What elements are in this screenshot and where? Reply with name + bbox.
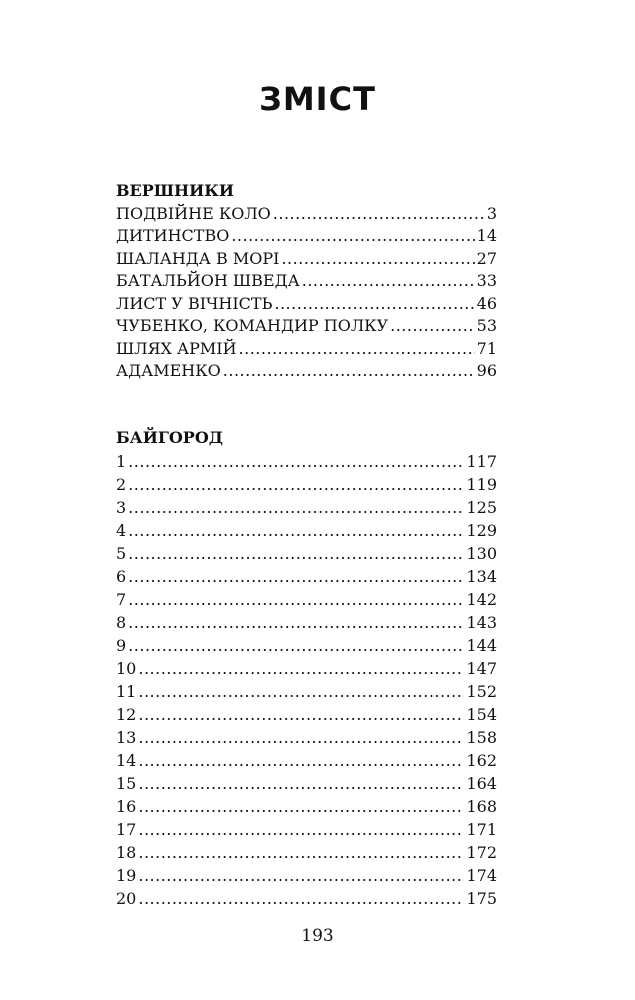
toc-entry-page: 171 <box>466 820 497 840</box>
toc-entry-page: 152 <box>466 681 497 701</box>
dot-leader <box>138 749 464 772</box>
toc-entry-list <box>116 450 497 911</box>
dot-leader <box>128 611 464 634</box>
dot-leader <box>138 772 464 795</box>
toc-entry-page: 14 <box>476 226 497 245</box>
dot-leader <box>128 519 464 542</box>
toc-entry-title: АДАМЕНКО <box>116 361 221 380</box>
toc-entry-page: 33 <box>476 271 497 290</box>
dot-leader <box>239 338 475 361</box>
toc-entry-page: 168 <box>466 797 497 817</box>
toc-entry <box>116 634 497 657</box>
dot-leader <box>138 818 464 841</box>
page-title: ЗМІСТ <box>259 80 376 118</box>
toc-entry <box>116 293 497 316</box>
toc-entry <box>116 864 497 887</box>
toc-entry-title: 20 <box>116 889 137 909</box>
dot-leader <box>138 703 464 726</box>
toc-entry-page: 71 <box>476 338 497 358</box>
toc-entry-title: 13 <box>116 728 137 748</box>
toc-entry-page: 147 <box>466 658 497 678</box>
toc-entry <box>116 680 497 703</box>
toc-entry-title: 18 <box>116 843 137 863</box>
toc-entry-title: ШЛЯХ АРМІЙ <box>116 338 237 358</box>
toc-entry-title: 8 <box>116 612 127 632</box>
toc-entry-title: ШАЛАНДА В МОРІ <box>116 248 280 268</box>
dot-leader <box>128 450 464 473</box>
toc-entry <box>116 749 497 772</box>
toc-entry-title: ЛИСТ У ВІЧНІСТЬ <box>116 293 273 313</box>
toc-entry-title: 15 <box>116 774 137 794</box>
dot-leader <box>223 360 475 383</box>
toc-entry-title: 6 <box>116 566 127 586</box>
page-number: 193 <box>301 926 334 946</box>
toc-entry <box>116 588 497 611</box>
toc-entry-list <box>116 203 497 383</box>
toc-entry-title: ДИТИНСТВО <box>116 226 230 245</box>
toc-entry-title: 17 <box>116 820 137 840</box>
toc-entry <box>116 203 497 226</box>
toc-entry-title: ПОДВІЙНЕ КОЛО <box>116 203 271 223</box>
toc-entry <box>116 496 497 519</box>
toc-entry <box>116 315 497 338</box>
toc-entry <box>116 360 497 383</box>
toc-entry-page: 27 <box>476 248 497 268</box>
toc-entry-title: 12 <box>116 705 137 725</box>
toc-entry <box>116 450 497 473</box>
dot-leader <box>138 795 464 818</box>
dot-leader <box>138 841 464 864</box>
toc-entry <box>116 565 497 588</box>
dot-leader <box>128 565 464 588</box>
dot-leader <box>128 542 464 565</box>
toc-entry-title: ЧУБЕНКО, КОМАНДИР ПОЛКУ <box>116 316 389 335</box>
dot-leader <box>128 634 464 657</box>
toc-entry-page: 142 <box>466 589 497 609</box>
dot-leader <box>231 225 474 248</box>
toc-entry-page: 117 <box>466 451 497 471</box>
dot-leader <box>274 293 474 316</box>
toc-entry-page: 125 <box>466 497 497 517</box>
toc-entry <box>116 519 497 542</box>
toc-entry <box>116 248 497 271</box>
toc-entry-title: 10 <box>116 658 137 678</box>
toc-entry-title: 9 <box>116 635 127 655</box>
toc-entry <box>116 270 497 293</box>
toc-entry-page: 158 <box>466 728 497 748</box>
toc-entry-title: 3 <box>116 497 127 517</box>
dot-leader <box>138 726 464 749</box>
dot-leader <box>128 473 464 496</box>
toc-entry-page: 130 <box>466 543 497 563</box>
toc-entry-page: 175 <box>466 889 497 909</box>
dot-leader <box>281 248 474 271</box>
toc-section-baihorod <box>116 427 497 910</box>
toc-entry <box>116 611 497 634</box>
toc-entry-page: 154 <box>466 705 497 725</box>
dot-leader <box>138 864 464 887</box>
toc-entry <box>116 657 497 680</box>
toc-entry-page: 134 <box>466 566 497 586</box>
dot-leader <box>138 680 464 703</box>
toc-entry-page: 174 <box>466 866 497 886</box>
toc-entry-title: 2 <box>116 474 127 494</box>
toc-entry-title: 7 <box>116 589 127 609</box>
toc-entry-page: 143 <box>466 612 497 632</box>
dot-leader <box>138 887 464 910</box>
toc-entry <box>116 818 497 841</box>
dot-leader <box>128 496 464 519</box>
toc-entry <box>116 703 497 726</box>
dot-leader <box>138 657 464 680</box>
toc-entry <box>116 795 497 818</box>
toc-entry-page: 129 <box>466 520 497 540</box>
toc-entry-page: 3 <box>486 203 497 223</box>
toc-entry-title: 19 <box>116 866 137 886</box>
toc-entry-page: 164 <box>466 774 497 794</box>
toc-entry <box>116 338 497 361</box>
toc-entry-title: 5 <box>116 543 127 563</box>
toc-entry-page: 46 <box>476 293 497 313</box>
toc-entry-page: 144 <box>466 635 497 655</box>
toc-entry-title: БАТАЛЬЙОН ШВЕДА <box>116 271 300 290</box>
toc-entry <box>116 887 497 910</box>
toc-entry-page: 119 <box>466 474 497 494</box>
dot-leader <box>128 588 464 611</box>
toc-entry <box>116 542 497 565</box>
toc-entry-title: 16 <box>116 797 137 817</box>
toc-entry <box>116 772 497 795</box>
toc-entry <box>116 473 497 496</box>
toc-entry-title: 14 <box>116 751 137 771</box>
section-heading: ВЕРШНИКИ <box>116 181 234 200</box>
toc-section-vershnyky <box>116 180 497 383</box>
dot-leader <box>390 315 475 338</box>
dot-leader <box>302 270 475 293</box>
toc-entry-title: 4 <box>116 520 127 540</box>
toc-entry-page: 53 <box>476 316 497 335</box>
section-heading: БАЙГОРОД <box>116 428 223 447</box>
toc-entry-title: 11 <box>116 681 137 701</box>
toc-entry-page: 96 <box>476 361 497 380</box>
toc-entry <box>116 225 497 248</box>
toc-entry-title: 1 <box>116 451 127 471</box>
toc-entry-page: 162 <box>466 751 497 771</box>
toc-entry <box>116 726 497 749</box>
toc-entry-page: 172 <box>466 843 497 863</box>
dot-leader <box>273 203 485 226</box>
toc-entry <box>116 841 497 864</box>
